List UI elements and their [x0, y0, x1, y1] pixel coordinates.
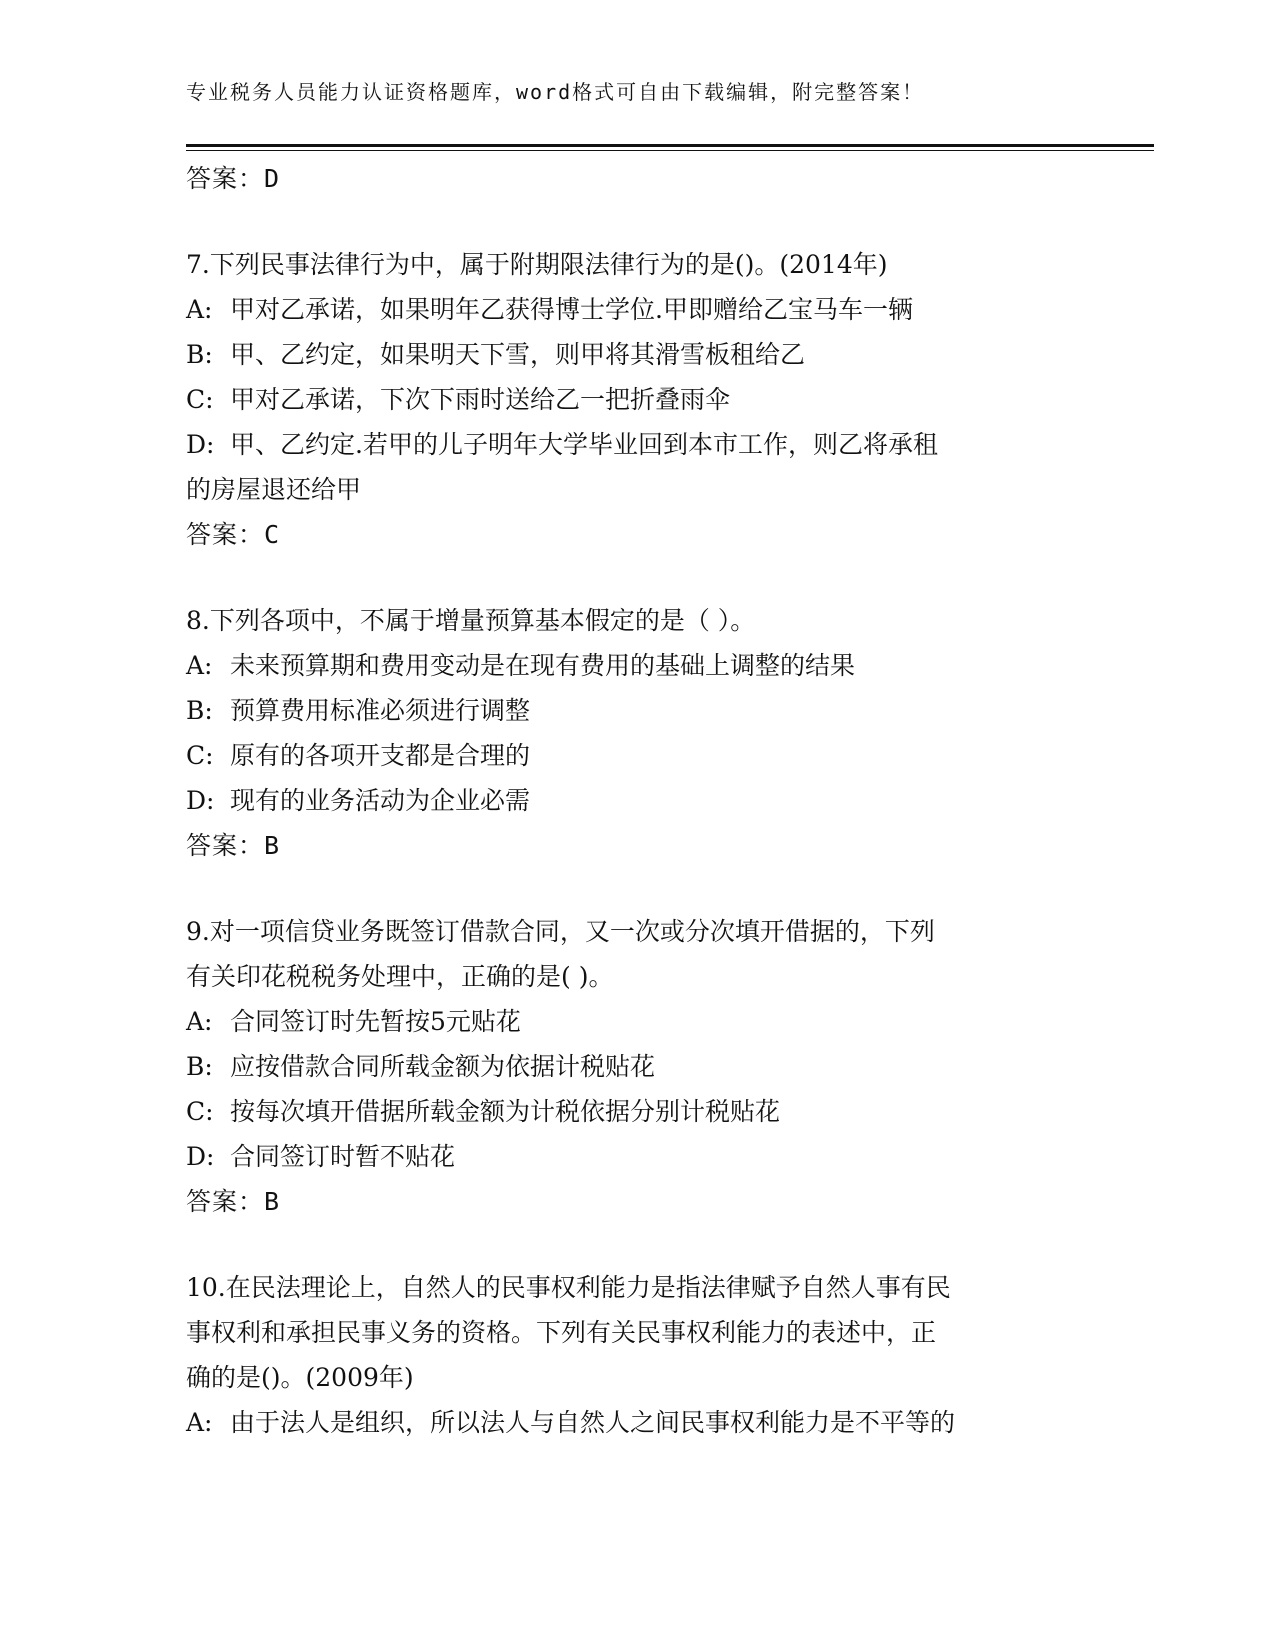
option-letter: A:	[186, 295, 213, 324]
answer-line	[186, 1179, 1066, 1225]
header-rule-thin	[186, 150, 1154, 151]
option-text: 应按借款合同所载金额为依据计税贴花	[230, 1052, 656, 1081]
option-text: 甲、乙约定.若甲的儿子明年大学毕业回到本市工作，则乙将承租	[230, 430, 938, 459]
option-text: 按每次填开借据所载金额为计税依据分别计税贴花	[230, 1097, 781, 1126]
option-c	[186, 377, 1066, 422]
question-stem: 9.对一项信贷业务既签订借款合同，又一次或分次填开借据的，下列	[186, 917, 935, 946]
answer-label: 答案：	[186, 831, 265, 860]
option-letter: B:	[186, 340, 213, 369]
question-8	[186, 598, 1066, 869]
question-9	[186, 909, 1066, 1225]
option-d	[186, 1134, 1066, 1179]
option-letter: A:	[186, 1408, 213, 1437]
option-text: 甲对乙承诺，如果明年乙获得博士学位.甲即赠给乙宝马车一辆	[230, 295, 913, 324]
option-b	[186, 688, 1066, 733]
option-text: 现有的业务活动为企业必需	[230, 786, 531, 815]
option-letter: C:	[186, 1097, 214, 1126]
answer-label: 答案：	[186, 520, 265, 549]
option-d-continued: 的房屋退还给甲	[186, 475, 362, 504]
spacer	[186, 869, 1066, 909]
answer-line	[186, 156, 1066, 202]
header-rule-thick	[186, 144, 1154, 147]
spacer	[186, 202, 1066, 242]
option-b	[186, 1044, 1066, 1089]
question-stem-continued: 有关印花税税务处理中，正确的是( )。	[186, 962, 614, 991]
option-text: 合同签订时暂不贴花	[230, 1142, 456, 1171]
option-letter: B:	[186, 696, 213, 725]
option-c	[186, 733, 1066, 778]
answer-value: B	[264, 1187, 281, 1216]
answer-value: B	[264, 831, 281, 860]
answer-value: C	[264, 520, 281, 549]
option-letter: B:	[186, 1052, 213, 1081]
question-stem: 8.下列各项中，不属于增量预算基本假定的是（ ）。	[186, 606, 756, 635]
option-letter: D:	[186, 1142, 215, 1171]
option-text: 原有的各项开支都是合理的	[230, 741, 531, 770]
answer-line	[186, 512, 1066, 558]
option-a	[186, 1400, 1066, 1445]
question-stem: 10.在民法理论上，自然人的民事权利能力是指法律赋予自然人事有民	[186, 1273, 951, 1302]
option-a	[186, 999, 1066, 1044]
question-list	[186, 156, 1066, 1445]
option-text: 预算费用标准必须进行调整	[230, 696, 531, 725]
option-letter: D:	[186, 430, 215, 459]
answer-label: 答案：	[186, 1187, 265, 1216]
option-text: 未来预算期和费用变动是在现有费用的基础上调整的结果	[230, 651, 856, 680]
option-text: 甲对乙承诺，下次下雨时送给乙一把折叠雨伞	[230, 385, 731, 414]
option-text: 甲、乙约定，如果明天下雪，则甲将其滑雪板租给乙	[230, 340, 806, 369]
option-letter: D:	[186, 786, 215, 815]
question-stem-continued: 事权利和承担民事义务的资格。下列有关民事权利能力的表述中，正	[186, 1318, 937, 1347]
answer-line	[186, 823, 1066, 869]
answer-label: 答案：	[186, 164, 265, 193]
page-header: 专业税务人员能力认证资格题库，word格式可自由下载编辑，附完整答案！	[186, 80, 925, 104]
option-d	[186, 422, 1066, 467]
option-text: 由于法人是组织，所以法人与自然人之间民事权利能力是不平等的	[230, 1408, 956, 1437]
option-letter: A:	[186, 1007, 213, 1036]
option-letter: C:	[186, 385, 214, 414]
option-b	[186, 332, 1066, 377]
option-d	[186, 778, 1066, 823]
spacer	[186, 558, 1066, 598]
question-stem: 7.下列民事法律行为中，属于附期限法律行为的是()。(2014年)	[186, 250, 888, 279]
question-7	[186, 242, 1066, 558]
answer-value: D	[264, 164, 281, 193]
question-stem-continued: 确的是()。(2009年)	[186, 1363, 414, 1392]
question-10	[186, 1265, 1066, 1445]
option-a	[186, 287, 1066, 332]
option-text: 合同签订时先暂按5元贴花	[230, 1007, 521, 1036]
option-c	[186, 1089, 1066, 1134]
option-letter: C:	[186, 741, 214, 770]
option-a	[186, 643, 1066, 688]
spacer	[186, 1225, 1066, 1265]
option-letter: A:	[186, 651, 213, 680]
